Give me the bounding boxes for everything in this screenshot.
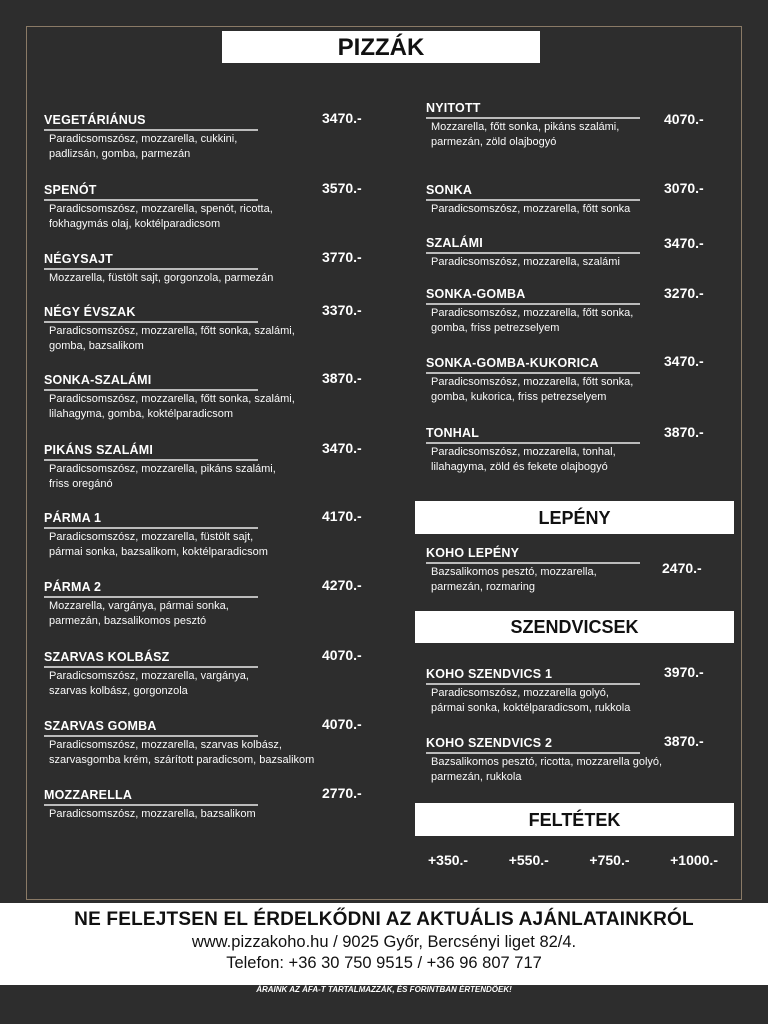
description-line: Paradicsomszósz, mozzarella, cukkini, bbox=[49, 133, 238, 145]
menu-item-name: SZARVAS KOLBÁSZ bbox=[44, 650, 170, 664]
menu-item-price: 3470.- bbox=[664, 353, 704, 369]
menu-item-name: PIKÁNS SZALÁMI bbox=[44, 443, 154, 457]
menu-item-name: KOHO SZENDVICS 1 bbox=[426, 667, 553, 681]
description-line: Paradicsomszósz, mozzarella golyó, bbox=[431, 687, 609, 699]
description-line: szarvasgomba krém, szárított paradicsom, bazsalikom bbox=[49, 754, 315, 766]
menu-item-underline bbox=[426, 199, 640, 201]
menu-item-price: 3570.- bbox=[322, 180, 362, 196]
menu-item-description bbox=[44, 669, 258, 699]
menu-item-description bbox=[44, 807, 258, 822]
addon-price: +550.- bbox=[508, 852, 549, 868]
menu-item-price: 3070.- bbox=[664, 180, 704, 196]
description-line: parmezán, rozmaring bbox=[431, 581, 535, 593]
menu-item-underline bbox=[426, 752, 640, 754]
description-line: Paradicsomszósz, mozzarella, spenót, ricotta, bbox=[49, 203, 273, 215]
addon-price: +350.- bbox=[428, 852, 469, 868]
menu-item-price: 3270.- bbox=[664, 285, 704, 301]
description-line: Paradicsomszósz, mozzarella, főtt sonka, szalámi, bbox=[49, 393, 295, 405]
description-line: lilahagyma, gomba, koktélparadicsom bbox=[49, 408, 234, 420]
description-line: parmezán, zöld olajbogyó bbox=[431, 136, 557, 148]
menu-item-description bbox=[44, 202, 273, 232]
menu-item-name: KOHO LEPÉNY bbox=[426, 546, 520, 560]
description-line: fokhagymás olaj, koktélparadicsom bbox=[49, 218, 221, 230]
menu-item-price: 3870.- bbox=[664, 424, 704, 440]
menu-item-price: 3470.- bbox=[322, 440, 362, 456]
addon-prices bbox=[428, 852, 718, 868]
description-line: Paradicsomszósz, mozzarella, főtt sonka, bbox=[431, 307, 634, 319]
menu-item-underline bbox=[44, 666, 258, 668]
menu-item-description bbox=[44, 738, 314, 768]
description-line: Paradicsomszósz, mozzarella, szarvas kolbász, bbox=[49, 739, 282, 751]
menu-item-price: 4070.- bbox=[322, 647, 362, 663]
menu-item-description bbox=[44, 392, 295, 422]
description-line: gomba, kukorica, friss petrezselyem bbox=[431, 391, 607, 403]
description-line: Paradicsomszósz, mozzarella, főtt sonka, bbox=[431, 376, 634, 388]
addon-price: +750.- bbox=[589, 852, 630, 868]
footer-vat-note: ÁRAINK AZ ÁFA-T TARTALMAZZÁK, ÉS FORINTBAN ÉRTENDŐEK! bbox=[256, 985, 512, 994]
menu-item-description bbox=[44, 599, 258, 629]
menu-item bbox=[44, 650, 258, 699]
menu-item-description bbox=[44, 324, 295, 354]
menu-item-description bbox=[44, 271, 273, 286]
menu-item-name: PÁRMA 2 bbox=[44, 580, 102, 594]
menu-item-price: 3470.- bbox=[664, 235, 704, 251]
menu-item bbox=[44, 305, 295, 354]
description-line: Mozzarella, füstölt sajt, gorgonzola, parmezán bbox=[49, 272, 274, 284]
menu-item-description bbox=[426, 375, 640, 405]
description-line: Paradicsomszósz, mozzarella, szalámi bbox=[431, 256, 620, 268]
menu-item-price: 4270.- bbox=[322, 577, 362, 593]
description-line: Mozzarella, főtt sonka, pikáns szalámi, bbox=[431, 121, 620, 133]
menu-item bbox=[426, 101, 640, 150]
menu-item-name: VEGETÁRIÁNUS bbox=[44, 113, 146, 127]
menu-item-underline bbox=[426, 372, 640, 374]
description-line: gomba, bazsalikom bbox=[49, 340, 144, 352]
menu-item-description bbox=[426, 686, 640, 716]
menu-item-underline bbox=[44, 459, 258, 461]
menu-item-underline bbox=[44, 735, 258, 737]
description-line: lilahagyma, zöld és fekete olajbogyó bbox=[431, 461, 608, 473]
menu-item bbox=[426, 236, 640, 270]
menu-item-price: 4070.- bbox=[664, 111, 704, 127]
menu-item-description bbox=[426, 445, 640, 475]
menu-item bbox=[44, 788, 258, 822]
description-line: parmezán, bazsalikomos pesztó bbox=[49, 615, 207, 627]
menu-item-price: 4170.- bbox=[322, 508, 362, 524]
menu-item-description bbox=[426, 306, 640, 336]
menu-item-price: 4070.- bbox=[322, 716, 362, 732]
menu-item-name: TONHAL bbox=[426, 426, 480, 440]
menu-item bbox=[426, 183, 640, 217]
menu-item bbox=[44, 183, 273, 232]
description-line: padlizsán, gomba, parmezán bbox=[49, 148, 191, 160]
menu-item-name: MOZZARELLA bbox=[44, 788, 133, 802]
menu-item-underline bbox=[426, 683, 640, 685]
menu-item-name: NÉGYSAJT bbox=[44, 252, 113, 266]
description-line: pármai sonka, bazsalikom, koktélparadicsom bbox=[49, 546, 268, 558]
menu-item-name: PÁRMA 1 bbox=[44, 511, 102, 525]
menu-item-price: 3470.- bbox=[322, 110, 362, 126]
menu-item bbox=[426, 356, 640, 405]
menu-item bbox=[44, 719, 314, 768]
menu-item bbox=[44, 252, 273, 286]
menu-item-name: SONKA-GOMBA bbox=[426, 287, 526, 301]
addon-price: +1000.- bbox=[670, 852, 718, 868]
menu-item-price: 2770.- bbox=[322, 785, 362, 801]
menu-item-description bbox=[426, 755, 662, 785]
section-title-pizzak: PIZZÁK bbox=[222, 31, 540, 63]
footer-address: www.pizzakoho.hu / 9025 Győr, Bercsényi liget 82/4. bbox=[191, 933, 577, 951]
footer-banner bbox=[0, 903, 768, 985]
menu-item bbox=[426, 287, 640, 336]
menu-item-price: 3870.- bbox=[322, 370, 362, 386]
section-title-feltetek: FELTÉTEK bbox=[415, 803, 734, 836]
description-line: parmezán, rukkola bbox=[431, 771, 522, 783]
menu-item-underline bbox=[44, 804, 258, 806]
description-line: Mozzarella, vargánya, pármai sonka, bbox=[49, 600, 229, 612]
menu-item-underline bbox=[426, 442, 640, 444]
menu-item-underline bbox=[44, 527, 258, 529]
menu-item-name: SONKA bbox=[426, 183, 473, 197]
description-line: Paradicsomszósz, mozzarella, tonhal, bbox=[431, 446, 616, 458]
menu-item-price: 2470.- bbox=[662, 560, 702, 576]
menu-item bbox=[44, 580, 258, 629]
menu-item bbox=[426, 426, 640, 475]
description-line: pármai sonka, koktélparadicsom, rukkola bbox=[431, 702, 631, 714]
description-line: Paradicsomszósz, mozzarella, főtt sonka, szalámi, bbox=[49, 325, 295, 337]
menu-item bbox=[44, 443, 276, 492]
section-title-szendvicsek: SZENDVICSEK bbox=[415, 611, 734, 643]
menu-item bbox=[426, 546, 640, 595]
section-title-lepeny: LEPÉNY bbox=[415, 501, 734, 534]
description-line: Paradicsomszósz, mozzarella, vargánya, bbox=[49, 670, 249, 682]
description-line: friss oregánó bbox=[49, 478, 113, 490]
description-line: Paradicsomszósz, mozzarella, főtt sonka bbox=[431, 203, 631, 215]
description-line: Paradicsomszósz, mozzarella, bazsalikom bbox=[49, 808, 256, 820]
description-line: Bazsalikomos pesztó, ricotta, mozzarella golyó, bbox=[431, 756, 663, 768]
menu-item-description bbox=[426, 202, 640, 217]
menu-item bbox=[44, 373, 295, 422]
menu-item-name: NÉGY ÉVSZAK bbox=[44, 305, 136, 319]
menu-item-description bbox=[426, 565, 640, 595]
menu-item bbox=[426, 736, 662, 785]
menu-item-description bbox=[44, 132, 258, 162]
menu-item bbox=[44, 511, 268, 560]
menu-item-name: SONKA-GOMBA-KUKORICA bbox=[426, 356, 599, 370]
menu-item-underline bbox=[44, 389, 258, 391]
footer-phone: Telefon: +36 30 750 9515 / +36 96 807 717 bbox=[226, 954, 542, 972]
description-line: szarvas kolbász, gorgonzola bbox=[49, 685, 188, 697]
menu-item-underline bbox=[426, 562, 640, 564]
menu-item-name: SONKA-SZALÁMI bbox=[44, 373, 152, 387]
menu-item-price: 3770.- bbox=[322, 249, 362, 265]
menu-item-underline bbox=[426, 303, 640, 305]
description-line: gomba, friss petrezselyem bbox=[431, 322, 560, 334]
menu-item-underline bbox=[44, 321, 258, 323]
menu-item-name: SPENÓT bbox=[44, 183, 97, 197]
footer-headline: NE FELEJTSEN EL ÉRDELKŐDNI AZ AKTUÁLIS AJÁNLATAINKRÓL bbox=[74, 909, 694, 930]
menu-item-price: 3970.- bbox=[664, 664, 704, 680]
menu-item bbox=[44, 113, 258, 162]
menu-item-name: SZARVAS GOMBA bbox=[44, 719, 157, 733]
menu-item-underline bbox=[44, 199, 258, 201]
menu-item-description bbox=[44, 462, 276, 492]
menu-item-description bbox=[44, 530, 268, 560]
menu-item-name: SZALÁMI bbox=[426, 236, 483, 250]
description-line: Paradicsomszósz, mozzarella, füstölt sajt, bbox=[49, 531, 254, 543]
menu-item bbox=[426, 667, 640, 716]
menu-item-underline bbox=[44, 596, 258, 598]
menu-item-description bbox=[426, 120, 640, 150]
menu-item-underline bbox=[44, 268, 258, 270]
menu-item-name: KOHO SZENDVICS 2 bbox=[426, 736, 553, 750]
menu-item-underline bbox=[44, 129, 258, 131]
description-line: Paradicsomszósz, mozzarella, pikáns szalámi, bbox=[49, 463, 276, 475]
description-line: Bazsalikomos pesztó, mozzarella, bbox=[431, 566, 597, 578]
menu-item-description bbox=[426, 255, 640, 270]
menu-item-name: NYITOTT bbox=[426, 101, 481, 115]
menu-item-price: 3870.- bbox=[664, 733, 704, 749]
menu-item-underline bbox=[426, 117, 640, 119]
menu-item-price: 3370.- bbox=[322, 302, 362, 318]
menu-item-underline bbox=[426, 252, 640, 254]
